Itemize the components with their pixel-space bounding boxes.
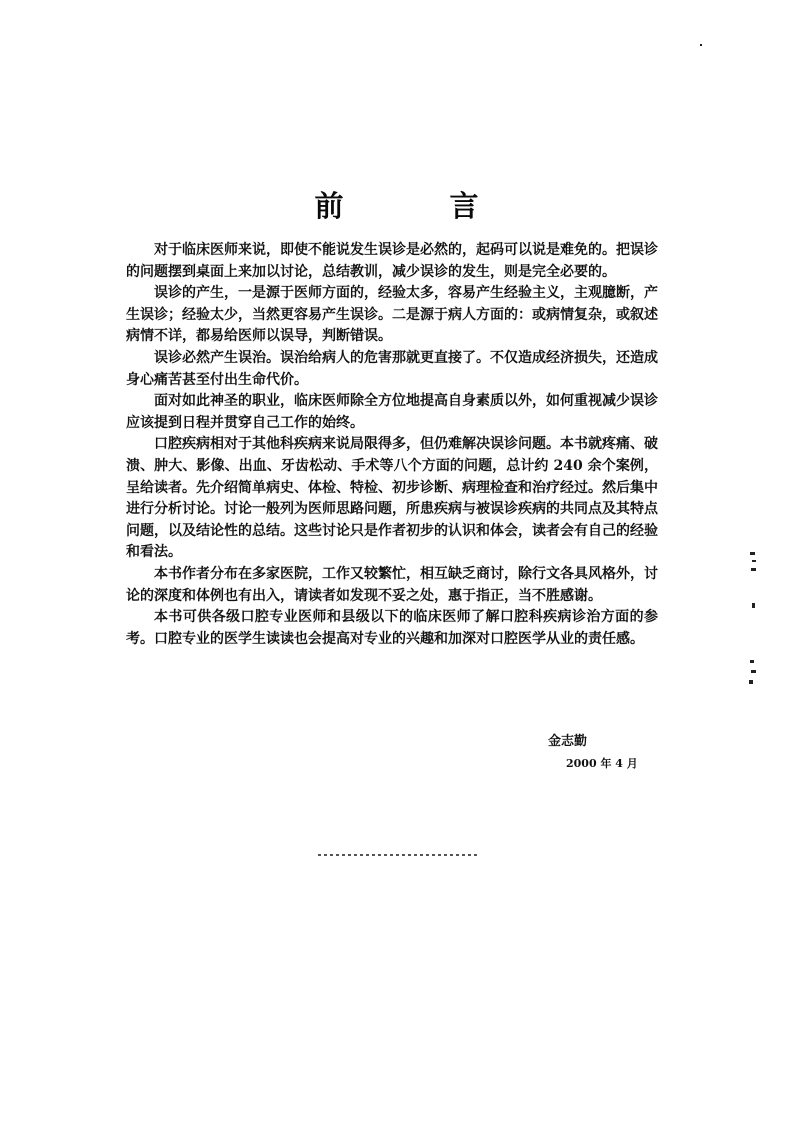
paragraph-1: 对于临床医师来说，即使不能说发生误诊是必然的，起码可以说是难免的。把误诊的问题摆到桌面上来加以讨论，总结教训，减少误诊的发生，则是完全必要的。 <box>126 242 658 280</box>
scan-mark-top <box>750 552 755 555</box>
scan-speck <box>700 44 702 46</box>
author-signature: 金志勤 <box>548 734 588 749</box>
scan-mark-middle <box>752 603 755 608</box>
page-title: 前 言 <box>314 189 527 223</box>
paragraph-5: 口腔疾病相对于其他科疾病来说局限得多，但仍难解决误诊问题。本书就疼痛、破溃、肿大、影像、出血、牙齿松动、手术等八个方面的问题，总计约 240 余个案例，呈给读者。先介绍简单病史、体检、特检、初步诊断、病理检查和治疗经过。然后集中进行分析讨论。讨论一般列为医师思路问题，所患疾病与被误诊疾病的共同点及其特点问题，以及结论性的总结。这些讨论只是作者初步的认识和体会，读者会有自己的经验和看法。 <box>126 436 658 561</box>
paragraph-7: 本书可供各级口腔专业医师和县级以下的临床医师了解口腔科疾病诊治方面的参考。口腔专业的医学生读读也会提高对专业的兴趣和加深对口腔医学从业的责任感。 <box>126 609 658 647</box>
scan-mark-bottom <box>749 680 753 684</box>
paragraph-3: 误诊必然产生误治。误治给病人的危害那就更直接了。不仅造成经济损失，还造成身心痛苦甚至付出生命代价。 <box>126 349 658 388</box>
scan-mark-bottom <box>751 670 756 673</box>
scan-mark-bottom <box>750 660 754 663</box>
paragraph-4: 面对如此神圣的职业，临床医师除全方位地提高自身素质以外，如何重视减少误诊应该提到日程并贯穿自己工作的始终。 <box>126 393 658 431</box>
scan-mark-top <box>752 560 756 562</box>
date-line: 2000 年 4 月 <box>566 757 638 770</box>
paragraph-6: 本书作者分布在多家医院，工作又较繁忙，相互缺乏商讨，除行文各具风格外，讨论的深度和体例也有出入，请读者如发现不妥之处，惠于指正，当不胜感谢。 <box>126 565 658 604</box>
preface-body <box>126 240 658 650</box>
paragraph-2: 误诊的产生，一是源于医师方面的，经验太多，容易产生经验主义，主观臆断，产生误诊；经验太少，当然更容易产生误诊。二是源于病人方面的：或病情复杂，或叙述病情不详，都易给医师以误导，判断错误。 <box>126 285 658 345</box>
scan-mark-top <box>751 568 756 571</box>
scan-dotted-line <box>318 854 478 856</box>
